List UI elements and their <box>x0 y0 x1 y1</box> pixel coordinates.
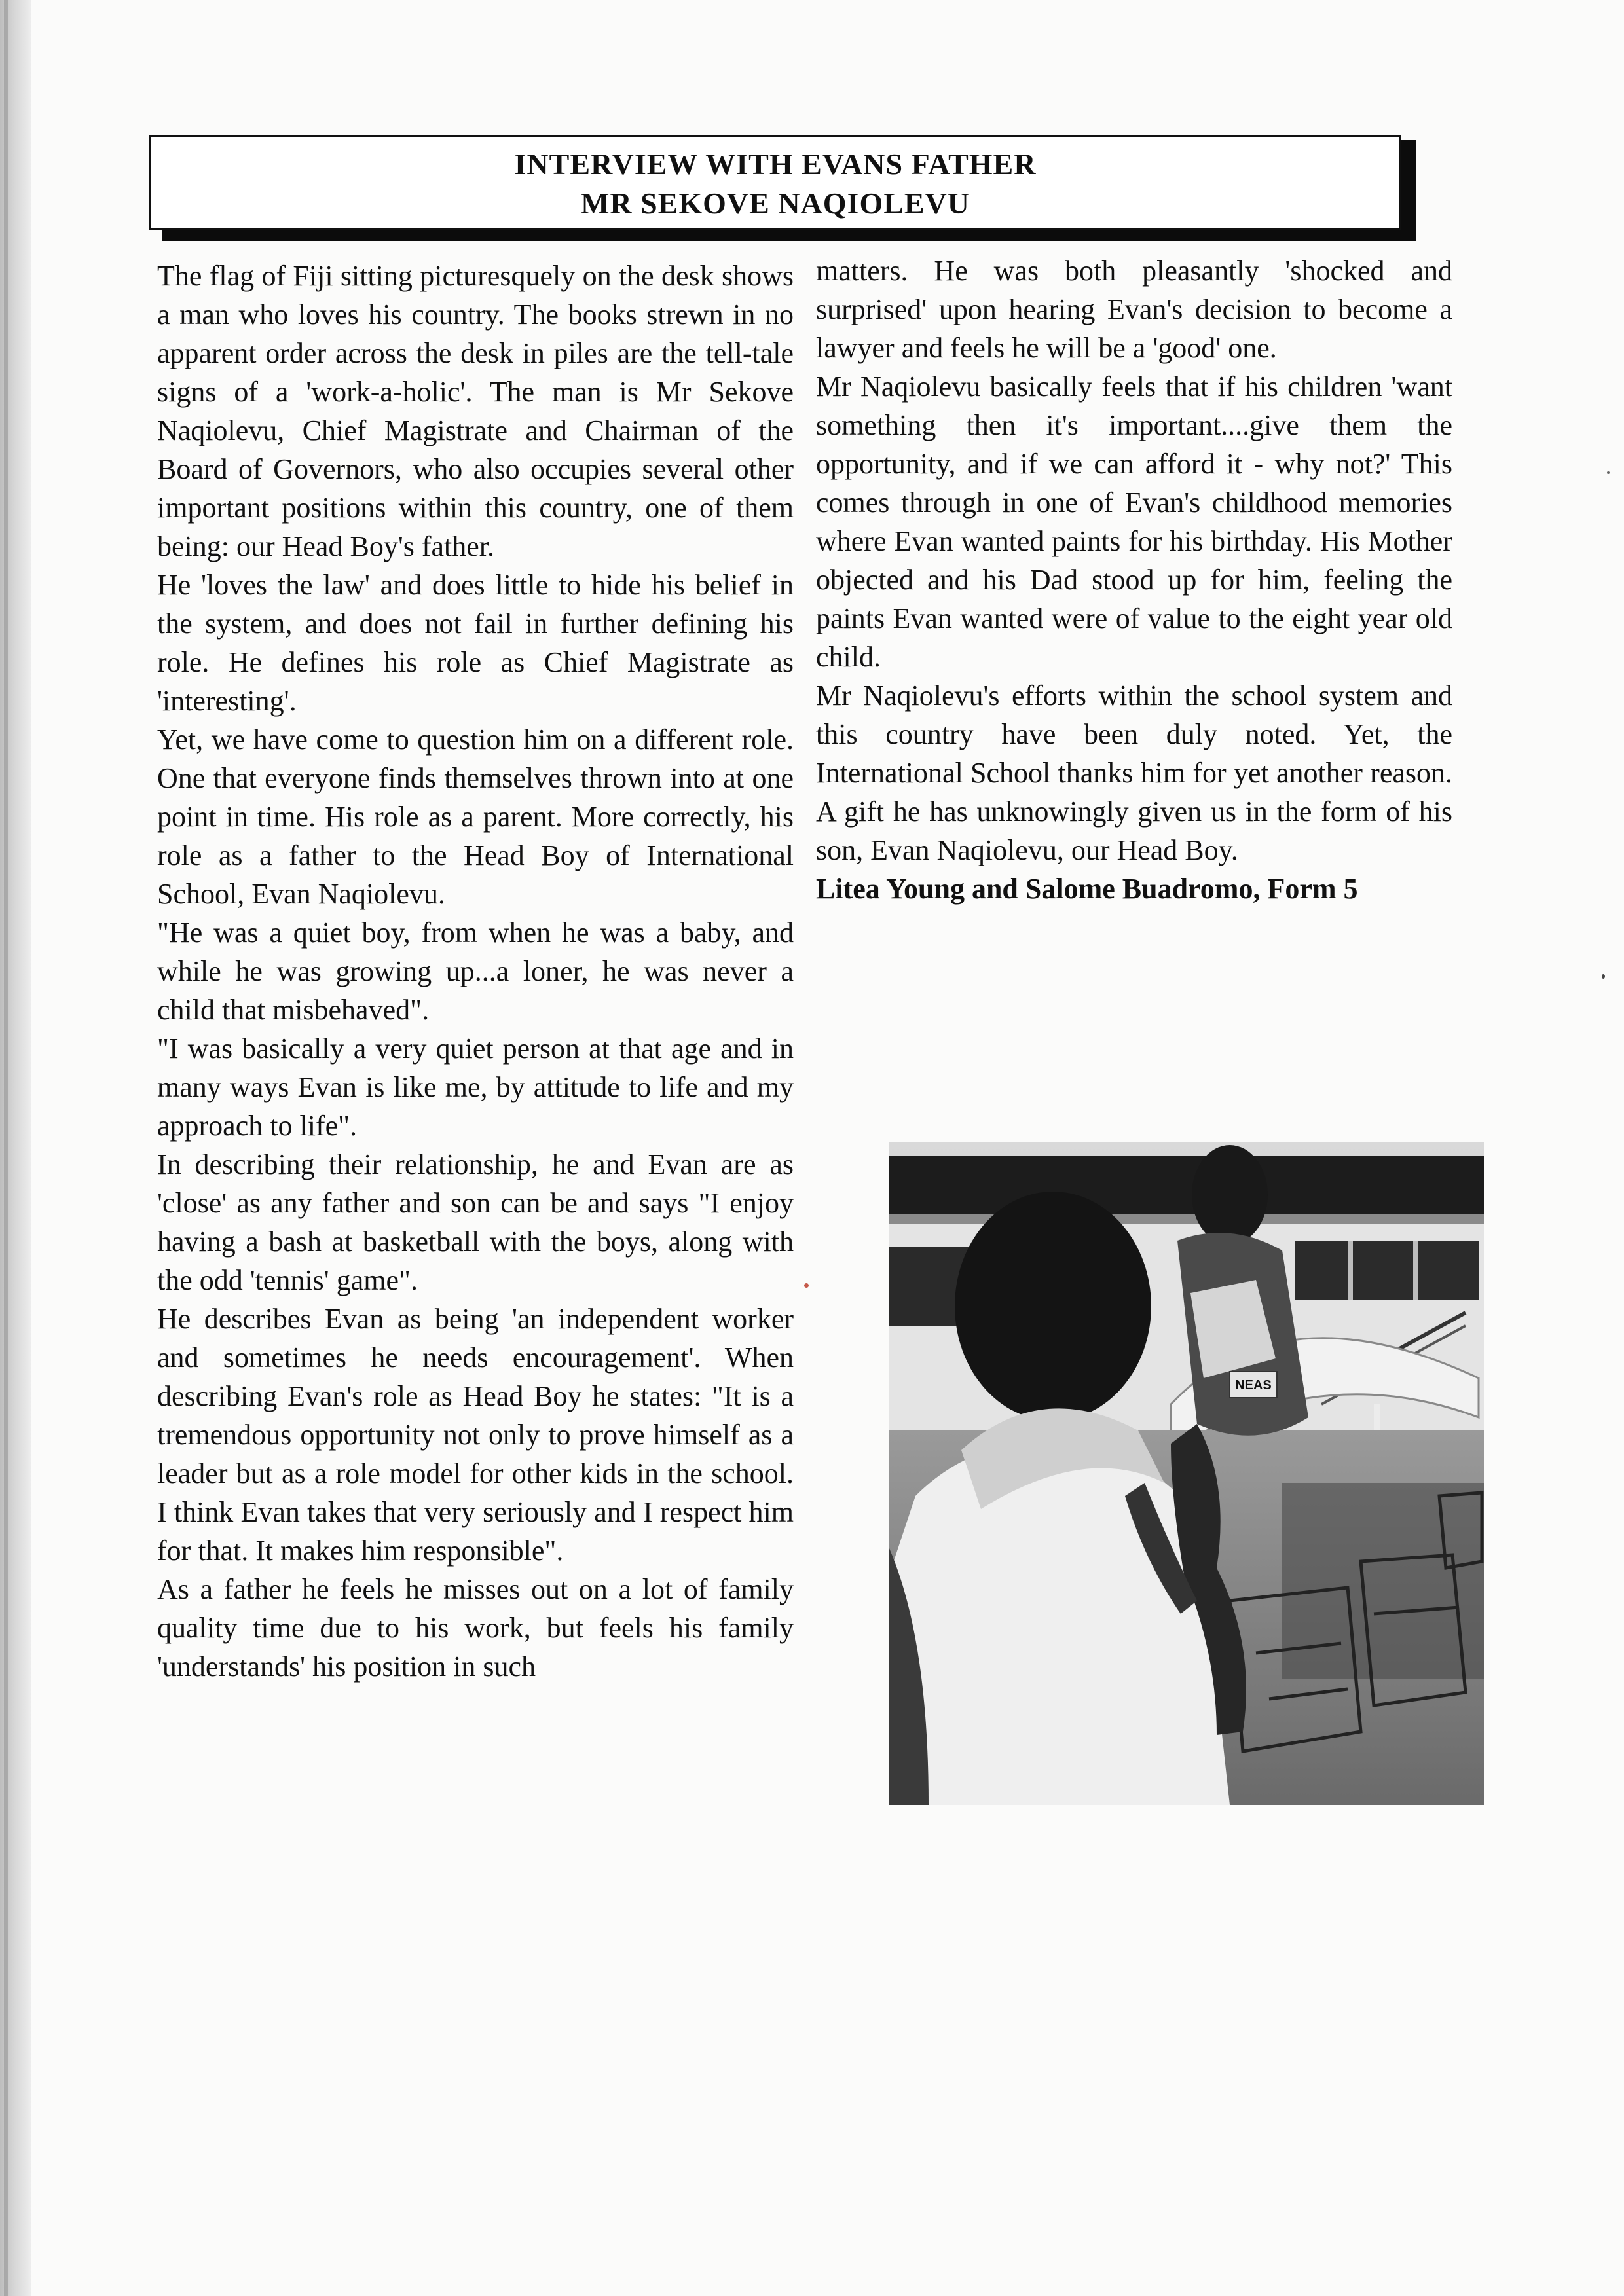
article-paragraph: matters. He was both pleasantly 'shocked and surprised' upon hearing Evan's decision to become a lawyer and feels he will be a 'good' one. <box>816 255 1452 364</box>
article-byline: Litea Young and Salome Buadromo, Form 5 <box>816 873 1358 905</box>
print-speck <box>804 1283 809 1288</box>
father-and-son-photo <box>889 1142 1484 1805</box>
article-paragraph: He 'loves the law' and does little to hide his belief in the system, and does not fail in further defining his role. He defines his role as Chief Magistrate as 'interesting'. <box>157 569 794 717</box>
headline-shadow <box>162 230 1416 241</box>
headline-shadow <box>1401 140 1416 241</box>
headline-subtitle: MR SEKOVE NAQIOLEVU <box>580 187 970 220</box>
article-paragraph: Mr Naqiolevu basically feels that if his children 'want something then it's important....give them the opportunity, and if we can afford it - why not?' This comes through in one of Evan's childhood memories where Evan wanted paints for his birthday. His Mother objected and his Dad stood up for him, feeling the paints Evan wanted were of value to the eight year old child. <box>816 371 1452 673</box>
shirt-text: NEAS <box>1235 1378 1272 1393</box>
article-paragraph: He describes Evan as being 'an independent worker and sometimes he needs encouragement'. When describing Evan's role as Head Boy he states: "It is a tremendous opportunity not only to prove himself as a leader but as a role model for other kids in the school. I think Evan takes that very seriously and I respect him for that. It makes him responsible". <box>157 1303 794 1567</box>
headline-title: INTERVIEW WITH EVANS FATHER <box>514 147 1037 181</box>
article-paragraph: Yet, we have come to question him on a different role. One that everyone finds themselves thrown into at one point in time. His role as a parent. More correctly, his role as a father to the Head Boy of International School, Evan Naqiolevu. <box>157 723 794 910</box>
headline-box <box>149 135 1401 230</box>
article-paragraph: "He was a quiet boy, from when he was a baby, and while he was growing up...a loner, he was never a child that misbehaved". <box>157 917 794 1026</box>
page-binding-edge <box>0 0 31 2296</box>
article-paragraph: As a father he feels he misses out on a lot of family quality time due to his work, but feels his family 'understands' his position in such <box>157 1573 794 1683</box>
article-column-right <box>816 251 1452 908</box>
print-speck <box>1602 974 1605 979</box>
article-paragraph: Mr Naqiolevu's efforts within the school system and this country have been duly noted. Yet, the International School thanks him for yet another reason. A gift he has unknowingly given us in the form of his son, Evan Naqiolevu, our Head Boy. <box>816 680 1452 866</box>
print-speck <box>1607 471 1610 474</box>
article-paragraph: In describing their relationship, he and Evan are as 'close' as any father and son can be and says "I enjoy having a bash at basketball with the boys, along with the odd 'tennis' game". <box>157 1148 794 1296</box>
article-paragraph: The flag of Fiji sitting picturesquely on the desk shows a man who loves his country. The books strewn in no apparent order across the desk in piles are the tell-tale signs of a 'work-a-holic'. The man is Mr Sekove Naqiolevu, Chief Magistrate and Chairman of the Board of Governors, who also occupies several other important positions within this country, one of them being: our Head Boy's father. <box>157 260 794 562</box>
article-column-left <box>157 257 794 1686</box>
article-paragraph: "I was basically a very quiet person at that age and in many ways Evan is like me, by attitude to life and my approach to life". <box>157 1032 794 1142</box>
